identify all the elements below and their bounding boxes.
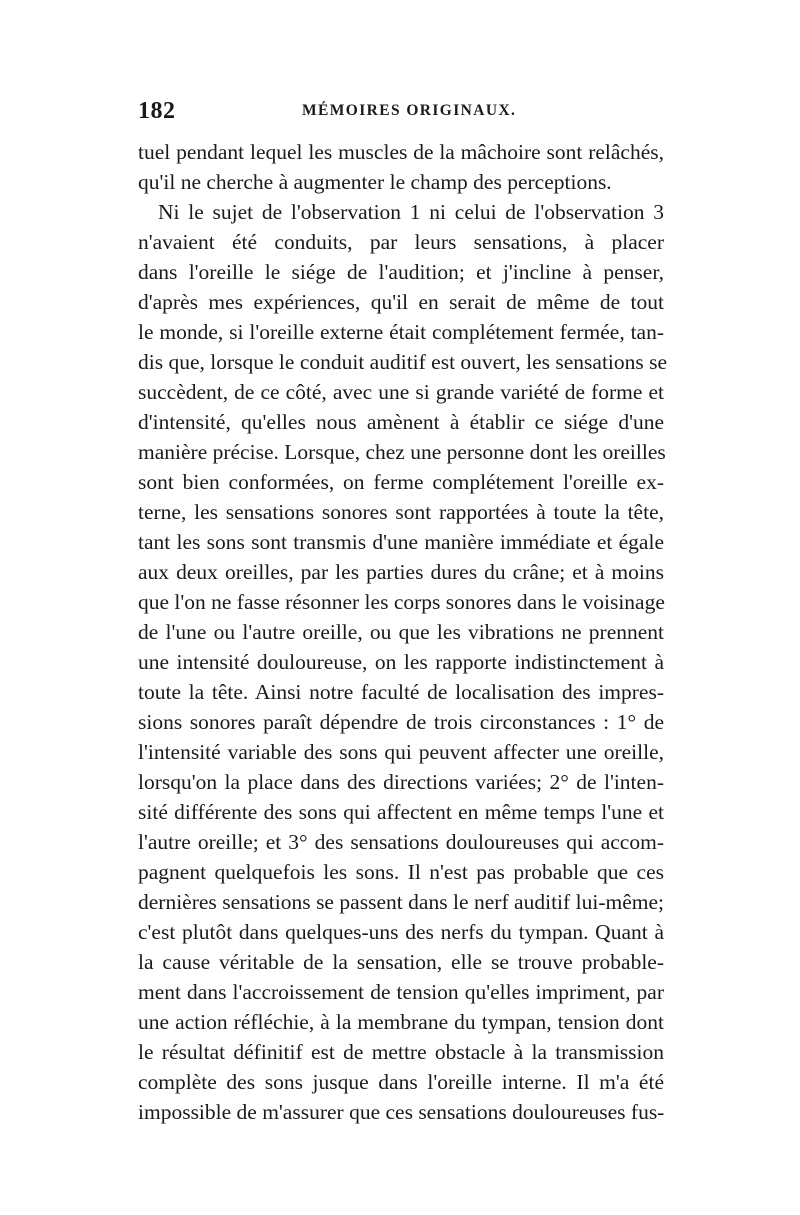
text-line: le monde, si l'oreille externe était complétement fermée, tan- <box>138 320 664 344</box>
text-line: la cause véritable de la sensation, elle se trouve probable- <box>138 950 664 974</box>
text-line: d'après mes expériences, qu'il en serait de même de tout <box>138 290 664 314</box>
text-line: succèdent, de ce côté, avec une si grande variété de forme et <box>138 380 664 404</box>
text-line: le résultat définitif est de mettre obstacle à la transmission <box>138 1040 664 1064</box>
text-line: de l'une ou l'autre oreille, ou que les vibrations ne prennent <box>138 620 664 644</box>
text-line: sont bien conformées, on ferme complétement l'oreille ex- <box>138 470 664 494</box>
body-text <box>138 137 668 1127</box>
text-line: aux deux oreilles, par les parties dures du crâne; et à moins <box>138 560 664 584</box>
text-line: dans l'oreille le siége de l'audition; et j'incline à penser, <box>138 260 664 284</box>
text-line: que l'on ne fasse résonner les corps sonores dans le voisinage <box>138 590 665 614</box>
running-header <box>138 96 664 126</box>
text-line: n'avaient été conduits, par leurs sensations, à placer <box>138 230 664 254</box>
text-line: terne, les sensations sonores sont rapportées à toute la tête, <box>138 500 664 524</box>
text-line: une intensité douloureuse, on les rapporte indistinctement à <box>138 650 664 674</box>
text-line: c'est plutôt dans quelques-uns des nerfs du tympan. Quant à <box>138 920 664 944</box>
text-line: toute la tête. Ainsi notre faculté de localisation des impres- <box>138 680 664 704</box>
text-line: sions sonores paraît dépendre de trois circonstances : 1° de <box>138 710 664 734</box>
text-line: dernières sensations se passent dans le nerf auditif lui-même; <box>138 890 664 914</box>
text-line: qu'il ne cherche à augmenter le champ des perceptions. <box>138 170 612 194</box>
text-line: sité différente des sons qui affectent en même temps l'une et <box>138 800 664 824</box>
text-line: complète des sons jusque dans l'oreille interne. Il m'a été <box>138 1070 664 1094</box>
text-line: une action réfléchie, à la membrane du tympan, tension dont <box>138 1010 664 1034</box>
text-line: pagnent quelquefois les sons. Il n'est pas probable que ces <box>138 860 664 884</box>
text-line: l'intensité variable des sons qui peuvent affecter une oreille, <box>138 740 664 764</box>
text-line: dis que, lorsque le conduit auditif est ouvert, les sensations se <box>138 350 668 374</box>
text-line: lorsqu'on la place dans des directions variées; 2° de l'inten- <box>138 770 664 794</box>
text-line: l'autre oreille; et 3° des sensations douloureuses qui accom- <box>138 830 664 854</box>
running-title: MÉMOIRES ORIGINAUX. <box>302 102 517 119</box>
text-line: tant les sons sont transmis d'une manière immédiate et égale <box>138 530 664 554</box>
text-line: impossible de m'assurer que ces sensations douloureuses fus- <box>138 1100 665 1124</box>
text-line: d'intensité, qu'elles nous amènent à établir ce siége d'une <box>138 410 664 434</box>
text-line: manière précise. Lorsque, chez une personne dont les oreilles <box>138 440 666 464</box>
text-line: Ni le sujet de l'observation 1 ni celui de l'observation 3 <box>158 200 664 224</box>
text-line: tuel pendant lequel les muscles de la mâchoire sont relâchés, <box>138 140 664 164</box>
page-number: 182 <box>138 98 176 124</box>
text-line: ment dans l'accroissement de tension qu'elles impriment, par <box>138 980 664 1004</box>
